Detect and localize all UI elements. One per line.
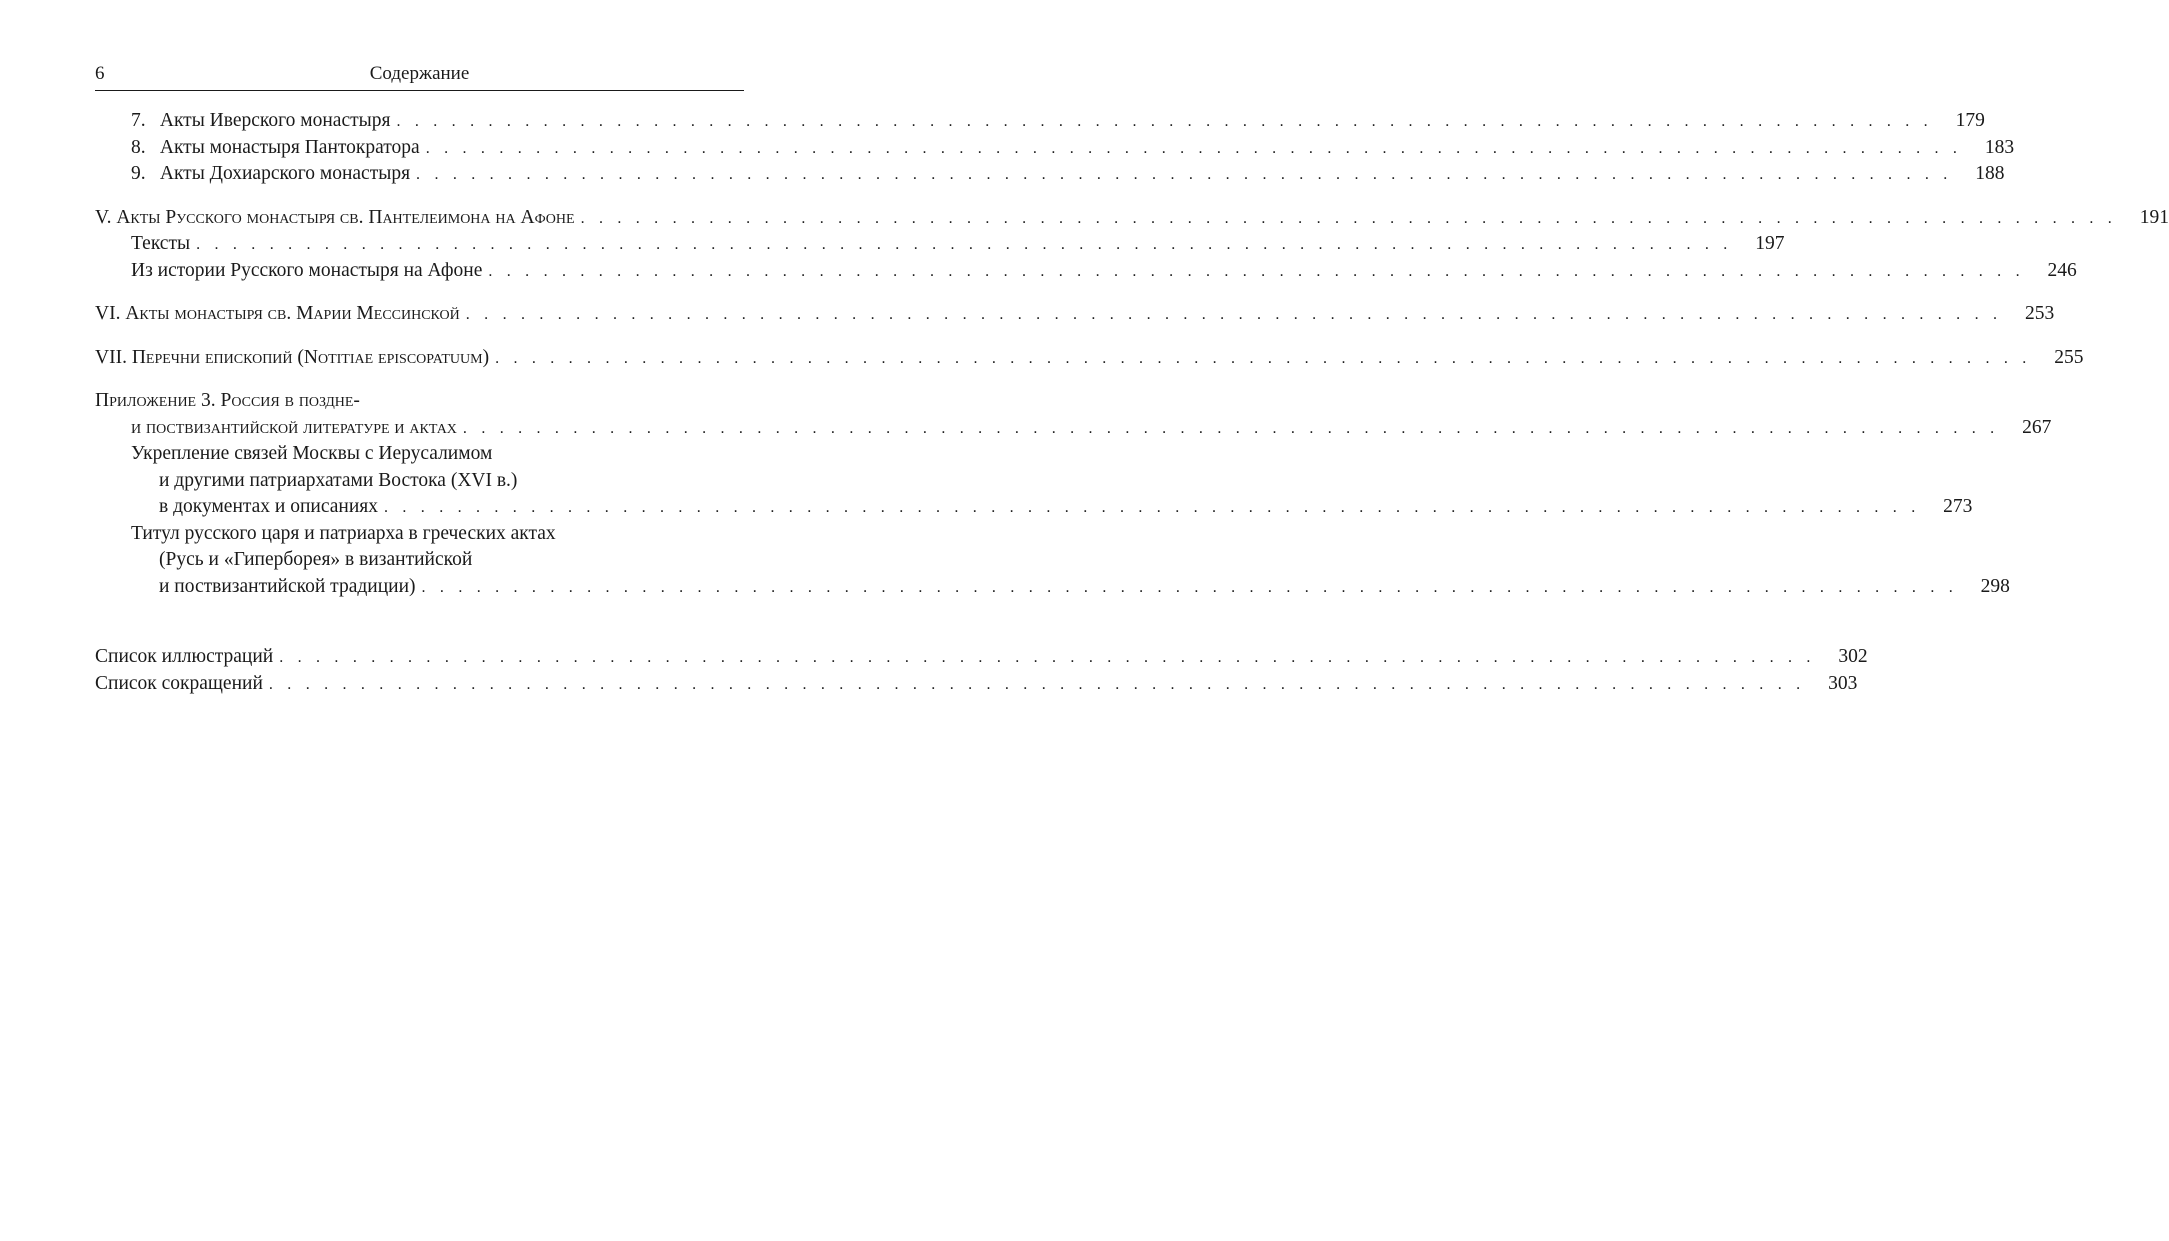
toc-entry-ties-line-1[interactable] bbox=[95, 441, 744, 468]
dot-leader: . . . . . . . . . . . . . . . . . . . . . . . . . . . . . . . . . . . . . . . . . . . . . . . . . . . . . . . . . . . . . . . . . . . . . . . . . . . . . . . . . . . . bbox=[196, 236, 1733, 253]
toc-entry-7[interactable] bbox=[95, 108, 1985, 135]
toc-entry-title-continued: и поствизантийской традиции) bbox=[159, 575, 416, 597]
table-of-contents bbox=[95, 108, 2169, 697]
toc-entry-title: Из истории Русского монастыря на Афоне bbox=[131, 259, 483, 281]
toc-page-number: 302 bbox=[1838, 646, 1868, 667]
toc-page-number: 273 bbox=[1943, 496, 1973, 517]
toc-entry-title-continued: в документах и описаниях bbox=[159, 496, 378, 517]
dot-leader: . . . . . . . . . . . . . . . . . . . . . . . . . . . . . . . . . . . . . . . . . . . . . . . . . . . . . . . . . . . . . . . . . . . . . . . . . . . . . . . . . . . . bbox=[384, 499, 1921, 516]
toc-section-vii[interactable] bbox=[95, 345, 2084, 372]
toc-entry-8[interactable] bbox=[95, 135, 2015, 162]
dot-leader: . . . . . . . . . . . . . . . . . . . . . . . . . . . . . . . . . . . . . . . . . . . . . . . . . . . . . . . . . . . . . . . . . . . . . . . . . . . . . . . . . . . . bbox=[580, 209, 2117, 227]
page-number: 6 bbox=[95, 63, 105, 84]
toc-section-vi[interactable] bbox=[95, 301, 2055, 328]
running-header bbox=[95, 62, 744, 91]
dot-leader: . . . . . . . . . . . . . . . . . . . . . . . . . . . . . . . . . . . . . . . . . . . . . . . . . . . . . . . . . . . . . . . . . . . . . . . . . . . . . . . . . . . . bbox=[396, 113, 1933, 130]
dot-leader: . . . . . . . . . . . . . . . . . . . . . . . . . . . . . . . . . . . . . . . . . . . . . . . . . . . . . . . . . . . . . . . . . . . . . . . . . . . . . . . . . . . . bbox=[279, 649, 1816, 666]
toc-section-title: V. Акты Русского монастыря св. Пантелеимона на Афоне bbox=[95, 206, 575, 228]
toc-entry-texts[interactable] bbox=[95, 231, 1785, 258]
toc-list-illustrations[interactable] bbox=[95, 644, 1868, 671]
toc-entry-number: 8. bbox=[131, 136, 146, 158]
toc-section-title: Приложение 3. Россия в поздне- bbox=[95, 390, 360, 411]
toc-appendix-3-line-2[interactable] bbox=[95, 415, 2052, 442]
running-title: Содержание bbox=[369, 63, 470, 84]
toc-entry-title-continued: (Русь и «Гиперборея» в византийской bbox=[159, 549, 473, 570]
toc-entry-title-line-2[interactable] bbox=[95, 547, 744, 574]
toc-page-number: 253 bbox=[2024, 303, 2055, 324]
dot-leader: . . . . . . . . . . . . . . . . . . . . . . . . . . . . . . . . . . . . . . . . . . . . . . . . . . . . . . . . . . . . . . . . . . . . . . . . . . . . . . . . . . . . bbox=[268, 675, 1806, 693]
toc-entry-title-line-1[interactable] bbox=[95, 521, 744, 548]
toc-page-number: 303 bbox=[1828, 672, 1858, 694]
toc-page-number: 191 bbox=[2139, 206, 2169, 228]
toc-page-number: 188 bbox=[1975, 163, 2005, 184]
toc-entry-title: Акты Дохиарского монастыря bbox=[159, 163, 411, 184]
toc-entry-title-continued: и другими патриархатами Востока (XVI в.) bbox=[159, 469, 518, 491]
toc-section-title-continued: и поствизантийской литературе и актах bbox=[131, 416, 457, 438]
toc-entry-title-line-3[interactable] bbox=[95, 574, 2010, 601]
dot-leader: . . . . . . . . . . . . . . . . . . . . . . . . . . . . . . . . . . . . . . . . . . . . . . . . . . . . . . . . . . . . . . . . . . . . . . . . . . . . . . . . . . . . bbox=[425, 139, 1963, 157]
toc-page-number: 179 bbox=[1955, 110, 1985, 131]
toc-entry-ties-line-3[interactable] bbox=[95, 494, 1973, 521]
toc-page-number: 255 bbox=[2054, 346, 2084, 368]
toc-entry-title: Акты Иверского монастыря bbox=[159, 110, 391, 131]
toc-entry-9[interactable] bbox=[95, 161, 2005, 188]
toc-page-number: 298 bbox=[1980, 575, 2010, 597]
toc-entry-title: Укрепление связей Москвы с Иерусалимом bbox=[131, 443, 493, 464]
dot-leader: . . . . . . . . . . . . . . . . . . . . . . . . . . . . . . . . . . . . . . . . . . . . . . . . . . . . . . . . . . . . . . . . . . . . . . . . . . . . . . . . . . . . bbox=[462, 419, 2000, 437]
toc-appendix-3-line-1[interactable] bbox=[95, 388, 744, 415]
dot-leader: . . . . . . . . . . . . . . . . . . . . . . . . . . . . . . . . . . . . . . . . . . . . . . . . . . . . . . . . . . . . . . . . . . . . . . . . . . . . . . . . . . . . bbox=[421, 578, 1958, 596]
toc-entry-title: Титул русского царя и патриарха в греческих актах bbox=[131, 522, 556, 544]
dot-leader: . . . . . . . . . . . . . . . . . . . . . . . . . . . . . . . . . . . . . . . . . . . . . . . . . . . . . . . . . . . . . . . . . . . . . . . . . . . . . . . . . . . . bbox=[416, 166, 1953, 183]
toc-page-number: 183 bbox=[1984, 136, 2015, 158]
toc-page-number: 246 bbox=[2047, 259, 2077, 281]
toc-section-title: VII. Перечни епископий (Notitiae episcopatuum) bbox=[95, 346, 490, 368]
toc-page-number: 267 bbox=[2022, 416, 2052, 438]
toc-page-number: 197 bbox=[1755, 233, 1785, 254]
toc-entry-title: Тексты bbox=[131, 233, 191, 254]
toc-entry-number: 7. bbox=[131, 110, 146, 131]
toc-entry-number: 9. bbox=[131, 163, 146, 184]
toc-entry-ties-line-2[interactable] bbox=[95, 468, 744, 495]
toc-section-title: VI. Акты монастыря св. Марии Мессинской bbox=[95, 303, 460, 324]
toc-entry-title: Список сокращений bbox=[95, 672, 263, 694]
dot-leader: . . . . . . . . . . . . . . . . . . . . . . . . . . . . . . . . . . . . . . . . . . . . . . . . . . . . . . . . . . . . . . . . . . . . . . . . . . . . . . . . . . . . bbox=[488, 262, 2025, 280]
toc-list-abbreviations[interactable] bbox=[95, 671, 1858, 698]
toc-entry-title: Акты монастыря Пантократора bbox=[159, 136, 420, 158]
dot-leader: . . . . . . . . . . . . . . . . . . . . . . . . . . . . . . . . . . . . . . . . . . . . . . . . . . . . . . . . . . . . . . . . . . . . . . . . . . . . . . . . . . . . bbox=[495, 349, 2032, 367]
toc-entry-history[interactable] bbox=[95, 258, 2077, 285]
dot-leader: . . . . . . . . . . . . . . . . . . . . . . . . . . . . . . . . . . . . . . . . . . . . . . . . . . . . . . . . . . . . . . . . . . . . . . . . . . . . . . . . . . . . bbox=[465, 306, 2003, 323]
toc-entry-title: Список иллюстраций bbox=[95, 646, 274, 667]
toc-section-v[interactable] bbox=[95, 205, 2169, 232]
